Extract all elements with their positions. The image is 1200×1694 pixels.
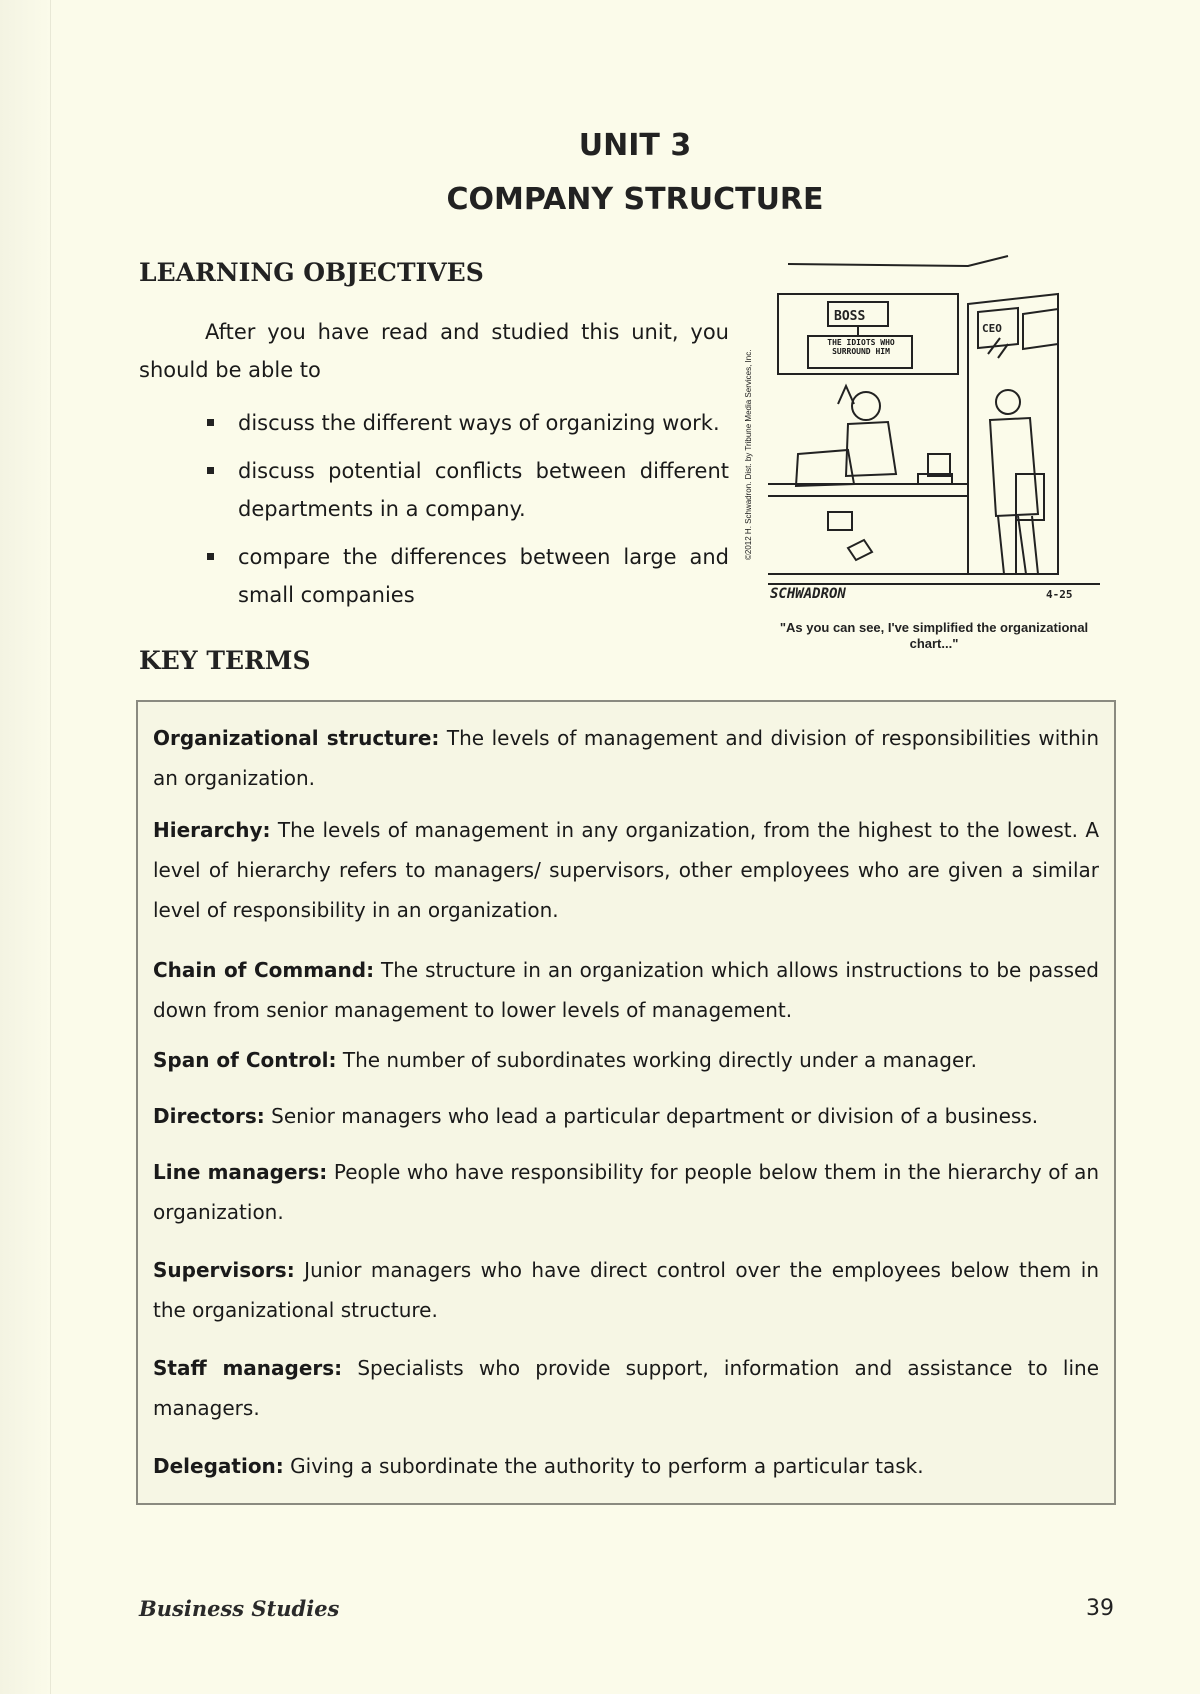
key-term: Chain of Command: <box>153 958 375 982</box>
key-term-item <box>153 1250 1099 1330</box>
key-term-item <box>153 950 1099 1030</box>
key-term-item <box>153 1152 1099 1232</box>
key-term-definition: The number of subordinates working directly under a manager. <box>342 1048 978 1072</box>
key-term-item <box>153 1446 1099 1486</box>
key-term-item <box>153 1040 1099 1080</box>
objective-item: discuss the different ways of organizing work. <box>204 404 729 442</box>
key-term-definition: People who have responsibility for people below them in the hierarchy of an organization. <box>153 1160 1100 1224</box>
key-term-item <box>153 718 1099 798</box>
cartoon-caption: "As you can see, I've simplified the organizational chart..." <box>779 620 1089 651</box>
key-term: Delegation: <box>153 1454 284 1478</box>
learning-objectives-intro: After you have read and studied this unit, you should be able to <box>139 320 729 382</box>
page-edge <box>0 0 51 1694</box>
key-term-definition: Junior managers who have direct control over the employees below them in the organizational structure. <box>153 1258 1099 1322</box>
key-term-item <box>153 1096 1099 1136</box>
objectives-list <box>204 404 729 624</box>
cartoon-illustration <box>768 254 1100 604</box>
key-terms-heading: KEY TERMS <box>139 646 311 675</box>
key-term-definition: The structure in an organization which allows instructions to be passed down from senior management to lower levels of management. <box>153 958 1099 1022</box>
cartoon-sign-idiots: THE IDIOTS WHO SURROUND HIM <box>827 338 895 356</box>
key-term: Span of Control: <box>153 1048 337 1072</box>
key-term-item <box>153 1348 1099 1428</box>
key-term: Directors: <box>153 1104 265 1128</box>
key-term: Line managers: <box>153 1160 328 1184</box>
objective-item: compare the differences between large and small companies <box>204 538 729 614</box>
key-term: Staff managers: <box>153 1356 343 1380</box>
key-term: Organizational structure: <box>153 726 440 750</box>
key-term-definition: Specialists who provide support, information and assistance to line managers. <box>153 1356 1100 1420</box>
cartoon-date: 4-25 <box>1046 588 1073 601</box>
learning-objectives-heading: LEARNING OBJECTIVES <box>139 258 484 287</box>
cartoon-sign-boss: BOSS <box>834 309 866 324</box>
page-number: 39 <box>1086 1596 1114 1621</box>
key-term-definition: The levels of management in any organization, from the highest to the lowest. A level of hierarchy refers to managers/ supervisors, other employees who are given a similar level of responsibility in an organization. <box>153 818 1099 922</box>
cartoon-copyright: ©2012 H. Schwadron. Dist. by Tribune Media Services, Inc. <box>744 349 753 560</box>
key-term-item <box>153 810 1099 930</box>
cartoon-sign-ceo: CEO <box>982 322 1002 335</box>
key-term-definition: The levels of management and division of responsibilities within an organization. <box>153 726 1099 790</box>
cartoon-signature: SCHWADRON <box>770 586 846 602</box>
key-term-definition: Giving a subordinate the authority to perform a particular task. <box>290 1454 924 1478</box>
key-term: Hierarchy: <box>153 818 271 842</box>
key-term: Supervisors: <box>153 1258 295 1282</box>
key-term-definition: Senior managers who lead a particular department or division of a business. <box>271 1104 1039 1128</box>
objective-item: discuss potential conflicts between different departments in a company. <box>204 452 729 528</box>
footer-book-title: Business Studies <box>139 1596 340 1621</box>
unit-title: UNIT 3 <box>578 128 692 163</box>
key-terms-box <box>136 700 1116 1505</box>
unit-subtitle: COMPANY STRUCTURE <box>446 182 824 217</box>
